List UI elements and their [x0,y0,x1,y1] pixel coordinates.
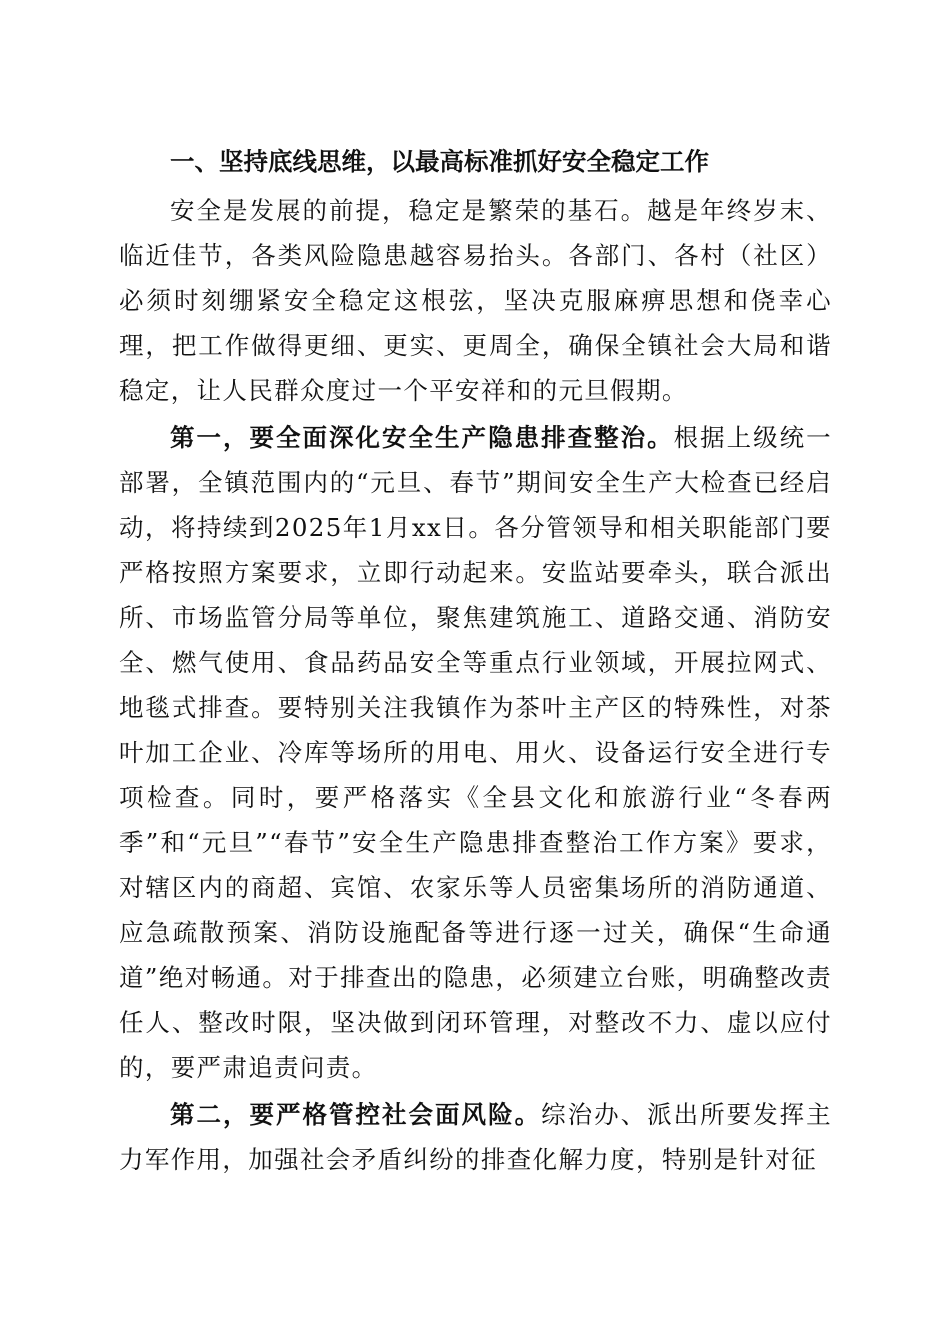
document-body [119,138,832,1184]
paragraph-intro [119,188,832,413]
section-heading: 一、坚持底线思维，以最高标准抓好安全稳定工作 [170,147,709,176]
paragraph-text: 根据上级统一部署，全镇范围内的“元旦、春节”期间安全生产大检查已经启动，将持续到2025年1月xx日。各分管领导和相关职能部门要严格按照方案要求，立即行动起来。安监站要牵头，联合派出所、市场监管分局等单位，聚焦建筑施工、道路交通、消防安全、燃气使用、食品药品安全等重点行业领域，开展拉网式、地毯式排查。要特别关注我镇作为茶叶主产区的特殊性，对茶叶加工企业、冷库等场所的用电、用火、设备运行安全进行专项检查。同时，要严格落实《全县文化和旅游行业“冬春两季”和“元旦”“春节”安全生产隐患排查整治工作方案》要求，对辖区内的商超、宾馆、农家乐等人员密集场所的消防通道、应急疏散预案、消防设施配备等进行逐一过关，确保“生命通道”绝对畅通。对于排查出的隐患，必须建立台账，明确整改责任人、整改时限，坚决做到闭环管理，对整改不力、虚以应付的，要严肃追责问责。 [119,423,832,1082]
paragraph-second-point [119,1092,832,1182]
paragraph-text: 综治办、派出所要发挥主力军作用，加强社会矛盾纠纷的排查化解力度，特别是针对征 [119,1100,832,1174]
paragraph-lead: 第一，要全面深化安全生产隐患排查整治。 [170,423,674,452]
paragraph-lead: 第二，要严格管控社会面风险。 [170,1100,542,1129]
paragraph-text: 安全是发展的前提，稳定是繁荣的基石。越是年终岁末、临近佳节，各类风险隐患越容易抬头。各部门、各村（社区）必须时刻绷紧安全稳定这根弦，坚决克服麻痹思想和侥幸心理，把工作做得更细、更实、更周全，确保全镇社会大局和谐稳定，让人民群众度过一个平安祥和的元旦假期。 [119,196,832,405]
paragraph-first-point [119,415,832,1090]
